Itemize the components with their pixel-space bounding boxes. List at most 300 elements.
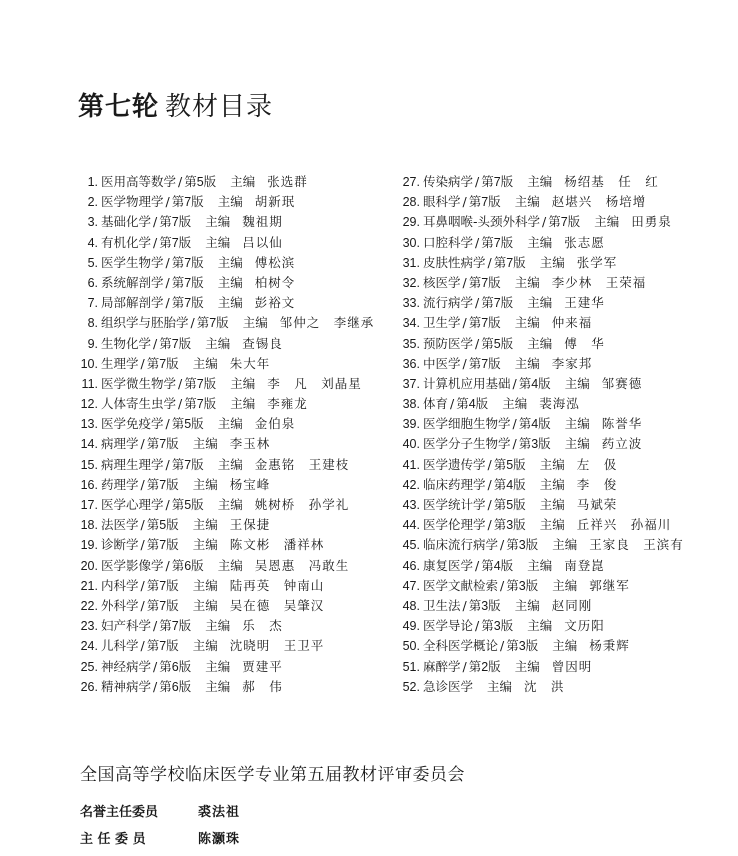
entry-role: 主编 xyxy=(539,497,565,512)
entry-number: 4. xyxy=(87,235,98,250)
entry-number: 32. xyxy=(402,275,420,290)
entry-number: 34. xyxy=(402,316,420,331)
entry-number: 9. xyxy=(87,336,98,351)
entry-title: 卫生法 xyxy=(423,597,461,613)
entry-edition: 第4版 xyxy=(481,558,514,573)
textbook-list-left xyxy=(80,172,374,697)
entry-separator: / xyxy=(475,335,480,351)
entry-edition: 第6版 xyxy=(171,558,204,573)
entry-editors: 南登崑 xyxy=(564,557,605,573)
entry-separator: / xyxy=(500,638,505,654)
entry-edition: 第7版 xyxy=(146,538,179,553)
textbook-entry xyxy=(400,334,684,354)
entry-number: 22. xyxy=(80,598,98,613)
entry-role: 主编 xyxy=(552,537,578,553)
textbook-entry xyxy=(400,535,684,555)
entry-separator: / xyxy=(140,577,145,593)
entry-number: 40. xyxy=(402,437,420,452)
entry-editors: 吴在德 吴肇汉 xyxy=(229,597,325,613)
entry-number: 8. xyxy=(87,316,98,331)
member-name: 裘法祖 xyxy=(198,805,241,820)
textbook-entry xyxy=(400,212,684,232)
textbook-entry xyxy=(80,374,374,394)
entry-separator: / xyxy=(462,315,467,331)
entry-separator: / xyxy=(140,436,145,452)
entry-number: 2. xyxy=(87,195,98,210)
entry-separator: / xyxy=(140,517,145,533)
page-title-rest: 教材目录 xyxy=(165,92,274,122)
entry-edition: 第7版 xyxy=(468,195,501,210)
entry-editors: 马斌荣 xyxy=(576,497,618,512)
textbook-entry xyxy=(400,233,684,253)
entry-role: 主编 xyxy=(514,658,540,674)
entry-number: 48. xyxy=(402,598,420,613)
page-title xyxy=(78,86,273,123)
textbook-entry xyxy=(400,394,684,414)
entry-number: 47. xyxy=(402,578,420,593)
entry-number: 42. xyxy=(402,477,420,492)
entry-edition: 第5版 xyxy=(171,498,204,512)
entry-edition: 第7版 xyxy=(159,215,192,230)
entry-editors: 沈晓明 王卫平 xyxy=(229,638,325,654)
entry-role: 主编 xyxy=(527,335,553,351)
entry-title: 全科医学概论 xyxy=(423,638,499,654)
entry-title: 临床流行病学 xyxy=(423,537,499,553)
entry-edition: 第3版 xyxy=(468,598,501,613)
entry-number: 16. xyxy=(80,477,98,492)
entry-role: 主编 xyxy=(564,375,590,391)
textbook-entry xyxy=(80,313,374,333)
entry-title: 医学微生物学 xyxy=(101,375,177,391)
entry-separator: / xyxy=(487,517,492,533)
entry-title: 医学文献检索 xyxy=(423,577,499,593)
entry-title: 法医学 xyxy=(101,517,139,533)
entry-number: 46. xyxy=(402,558,420,573)
entry-number: 1. xyxy=(87,175,98,189)
entry-separator: / xyxy=(475,295,480,311)
textbook-entry xyxy=(80,394,374,414)
entry-role: 主编 xyxy=(230,375,256,391)
entry-role: 主编 xyxy=(552,577,578,593)
entry-role: 主编 xyxy=(217,254,243,270)
entry-title: 急诊医学 xyxy=(423,678,474,694)
textbook-entry xyxy=(80,576,374,596)
entry-title: 计算机应用基础 xyxy=(423,375,511,391)
entry-role: 主编 xyxy=(205,658,231,674)
textbook-entry xyxy=(400,192,684,212)
entry-number: 37. xyxy=(402,376,420,391)
entry-number: 43. xyxy=(402,498,420,512)
entry-number: 51. xyxy=(402,659,420,674)
entry-title: 系统解剖学 xyxy=(101,274,164,290)
textbook-entry xyxy=(80,616,374,636)
entry-edition: 第7版 xyxy=(159,336,192,351)
entry-title: 局部解剖学 xyxy=(101,295,164,311)
textbook-entry xyxy=(80,636,374,656)
entry-title: 药理学 xyxy=(101,476,139,492)
entry-separator: / xyxy=(140,638,145,654)
entry-title: 皮肤性病学 xyxy=(423,254,486,270)
entry-separator: / xyxy=(165,456,170,472)
entry-editors: 杨秉辉 xyxy=(589,638,630,654)
entry-role: 主编 xyxy=(192,517,218,533)
entry-edition: 第4版 xyxy=(493,477,526,492)
entry-edition: 第7版 xyxy=(171,255,204,270)
entry-role: 主编 xyxy=(594,214,620,230)
entry-title: 医学物理学 xyxy=(101,194,164,210)
entry-role: 主编 xyxy=(527,618,553,634)
entry-role: 主编 xyxy=(192,638,218,654)
entry-editors: 药立波 xyxy=(601,436,643,452)
entry-role: 主编 xyxy=(192,355,218,371)
entry-separator: / xyxy=(512,436,517,452)
entry-separator: / xyxy=(140,537,145,553)
entry-edition: 第7版 xyxy=(171,195,204,210)
entry-separator: / xyxy=(475,618,480,634)
entry-edition: 第4版 xyxy=(518,417,551,432)
entry-separator: / xyxy=(500,577,505,593)
entry-editors: 杨宝峰 xyxy=(229,476,271,492)
entry-role: 主编 xyxy=(205,618,231,634)
entry-edition: 第7版 xyxy=(481,235,514,250)
entry-title: 诊断学 xyxy=(101,537,139,553)
textbook-entry xyxy=(400,636,684,656)
entry-edition: 第7版 xyxy=(184,397,217,412)
entry-separator: / xyxy=(475,234,480,250)
textbook-entry xyxy=(400,374,684,394)
textbook-entry xyxy=(400,576,684,596)
entry-role: 主编 xyxy=(205,214,231,230)
entry-role: 主编 xyxy=(217,295,243,311)
entry-edition: 第7版 xyxy=(493,255,526,270)
entry-role: 主编 xyxy=(527,174,553,189)
entry-title: 神经病学 xyxy=(101,658,152,674)
entry-separator: / xyxy=(462,658,467,674)
entry-title: 医学遗传学 xyxy=(423,456,486,472)
textbook-entry xyxy=(80,334,374,354)
entry-separator: / xyxy=(462,355,467,371)
entry-title: 医学伦理学 xyxy=(423,517,486,533)
entry-number: 23. xyxy=(80,619,98,634)
entry-editors: 魏祖期 xyxy=(242,214,283,230)
entry-editors: 丘祥兴 孙福川 xyxy=(576,517,672,533)
entry-editors: 杨绍基 任 红 xyxy=(564,174,659,189)
entry-editors: 赵同刚 xyxy=(551,597,593,613)
entry-edition: 第7版 xyxy=(468,275,501,290)
entry-separator: / xyxy=(140,597,145,613)
entry-edition: 第7版 xyxy=(146,578,179,593)
entry-number: 30. xyxy=(402,235,420,250)
entry-number: 29. xyxy=(402,215,420,230)
entry-role: 主编 xyxy=(539,517,565,533)
entry-title: 康复医学 xyxy=(423,557,474,573)
entry-role: 主编 xyxy=(205,234,231,250)
entry-separator: / xyxy=(487,476,492,492)
entry-title: 医学生物学 xyxy=(101,254,164,270)
entry-edition: 第3版 xyxy=(493,518,526,533)
entry-editors: 李 俊 xyxy=(576,476,618,492)
textbook-entry xyxy=(80,192,374,212)
entry-title: 医学免疫学 xyxy=(101,416,164,432)
entry-separator: / xyxy=(500,537,505,553)
entry-edition: 第7版 xyxy=(159,619,192,634)
entry-number: 14. xyxy=(80,437,98,452)
entry-editors: 柏树令 xyxy=(254,274,296,290)
member-title: 主 任 委 员 xyxy=(80,832,146,847)
entry-role: 主编 xyxy=(527,295,553,311)
entry-separator: / xyxy=(178,375,183,391)
entry-editors: 胡新珉 xyxy=(254,194,296,210)
entry-role: 主编 xyxy=(242,315,268,331)
entry-number: 31. xyxy=(402,255,420,270)
entry-number: 20. xyxy=(80,558,98,573)
entry-number: 12. xyxy=(80,397,98,412)
entry-edition: 第7版 xyxy=(171,457,204,472)
entry-title: 麻醉学 xyxy=(423,658,461,674)
entry-number: 28. xyxy=(402,195,420,210)
entry-role: 主编 xyxy=(217,274,243,290)
textbook-entry xyxy=(80,475,374,495)
committee-member xyxy=(80,828,240,847)
entry-role: 主编 xyxy=(514,194,540,210)
entry-edition: 第5版 xyxy=(146,518,179,533)
entry-role: 主编 xyxy=(217,416,243,432)
entry-editors: 傅 华 xyxy=(564,335,605,351)
entry-number: 24. xyxy=(80,639,98,654)
entry-edition: 第5版 xyxy=(493,498,526,512)
entry-role: 主编 xyxy=(217,194,243,210)
page-title-main: 第七轮 xyxy=(78,92,160,122)
entry-separator: / xyxy=(462,274,467,290)
entry-editors: 邹赛德 xyxy=(601,375,643,391)
entry-edition: 第3版 xyxy=(481,619,514,634)
entry-title: 病理生理学 xyxy=(101,456,164,472)
entry-title: 妇产科学 xyxy=(101,618,152,634)
entry-edition: 第7版 xyxy=(481,296,514,311)
entry-edition: 第3版 xyxy=(506,538,539,553)
entry-number: 41. xyxy=(402,457,420,472)
entry-edition: 第2版 xyxy=(468,659,501,674)
entry-number: 10. xyxy=(80,356,98,371)
entry-number: 44. xyxy=(402,518,420,533)
entry-editors: 李 凡 刘晶星 xyxy=(267,375,362,391)
entry-role: 主编 xyxy=(192,597,218,613)
entry-edition: 第7版 xyxy=(184,376,217,391)
entry-role: 主编 xyxy=(230,396,256,412)
entry-role: 主编 xyxy=(217,557,243,573)
entry-editors: 贾建平 xyxy=(242,658,283,674)
entry-separator: / xyxy=(190,315,195,331)
entry-editors: 金惠铭 王建枝 xyxy=(254,456,350,472)
entry-separator: / xyxy=(542,214,547,230)
entry-editors: 傅松滨 xyxy=(254,254,296,270)
entry-title: 传染病学 xyxy=(423,174,474,189)
entry-number: 38. xyxy=(402,397,420,412)
entry-editors: 李雍龙 xyxy=(267,396,308,412)
entry-role: 主编 xyxy=(539,456,565,472)
entry-number: 7. xyxy=(87,296,98,311)
entry-editors: 郝 伟 xyxy=(242,678,283,694)
entry-separator: / xyxy=(165,274,170,290)
entry-separator: / xyxy=(165,295,170,311)
committee-title: 全国高等学校临床医学专业第五届教材评审委员会 xyxy=(80,765,465,785)
entry-separator: / xyxy=(178,396,183,412)
entry-title: 医学影像学 xyxy=(101,557,164,573)
textbook-entry xyxy=(400,495,684,515)
textbook-entry xyxy=(80,414,374,434)
textbook-entry xyxy=(400,313,684,333)
entry-title: 卫生学 xyxy=(423,315,461,331)
textbook-entry xyxy=(400,596,684,616)
entry-edition: 第6版 xyxy=(159,659,192,674)
entry-title: 流行病学 xyxy=(423,295,474,311)
entry-edition: 第4版 xyxy=(518,376,551,391)
entry-separator: / xyxy=(153,214,158,230)
textbook-entry xyxy=(400,354,684,374)
textbook-entry xyxy=(80,434,374,454)
member-name: 陈灏珠 xyxy=(198,832,241,847)
entry-title: 口腔科学 xyxy=(423,234,474,250)
entry-role: 主编 xyxy=(217,497,243,512)
entry-separator: / xyxy=(178,174,183,189)
textbook-entry xyxy=(80,212,374,232)
entry-separator: / xyxy=(165,416,170,432)
entry-number: 35. xyxy=(402,336,420,351)
entry-number: 15. xyxy=(80,457,98,472)
entry-edition: 第7版 xyxy=(548,215,581,230)
entry-role: 主编 xyxy=(527,557,553,573)
entry-editors: 王建华 xyxy=(564,295,605,311)
entry-editors: 田勇泉 xyxy=(631,214,672,230)
entry-separator: / xyxy=(153,335,158,351)
entry-separator: / xyxy=(462,194,467,210)
entry-editors: 曾因明 xyxy=(551,658,593,674)
entry-role: 主编 xyxy=(192,537,218,553)
entry-title: 基础化学 xyxy=(101,214,152,230)
entry-number: 11. xyxy=(81,376,98,391)
entry-role: 主编 xyxy=(539,254,565,270)
entry-edition: 第5版 xyxy=(184,175,217,189)
entry-editors: 陈誉华 xyxy=(601,416,643,432)
textbook-entry xyxy=(80,535,374,555)
textbook-entry xyxy=(400,434,684,454)
entry-title: 病理学 xyxy=(101,436,139,452)
entry-editors: 左 伋 xyxy=(576,456,618,472)
entry-separator: / xyxy=(165,497,170,512)
entry-separator: / xyxy=(487,456,492,472)
entry-separator: / xyxy=(512,375,517,391)
entry-role: 主编 xyxy=(552,638,578,654)
entry-title: 人体寄生虫学 xyxy=(101,396,177,412)
entry-edition: 第7版 xyxy=(196,316,229,331)
entry-editors: 李家邦 xyxy=(551,355,593,371)
entry-number: 27. xyxy=(402,175,420,189)
entry-editors: 邹仲之 李继承 xyxy=(279,315,375,331)
entry-number: 25. xyxy=(80,659,98,674)
textbook-entry xyxy=(80,596,374,616)
entry-edition: 第5版 xyxy=(493,457,526,472)
entry-edition: 第7版 xyxy=(146,437,179,452)
entry-separator: / xyxy=(450,396,455,412)
entry-role: 主编 xyxy=(539,476,565,492)
textbook-entry xyxy=(80,556,374,576)
entry-role: 主编 xyxy=(514,315,540,331)
entry-role: 主编 xyxy=(514,355,540,371)
entry-editors: 陈文彬 潘祥林 xyxy=(229,537,325,553)
entry-number: 17. xyxy=(80,498,98,512)
entry-editors: 文历阳 xyxy=(564,618,605,634)
entry-separator: / xyxy=(153,234,158,250)
entry-title: 医学心理学 xyxy=(101,497,164,512)
entry-title: 组织学与胚胎学 xyxy=(101,315,189,331)
entry-number: 6. xyxy=(87,275,98,290)
entry-separator: / xyxy=(475,174,480,189)
entry-separator: / xyxy=(512,416,517,432)
entry-edition: 第6版 xyxy=(159,679,192,694)
entry-number: 13. xyxy=(80,417,98,432)
entry-separator: / xyxy=(165,557,170,573)
entry-role: 主编 xyxy=(192,577,218,593)
entry-title: 中医学 xyxy=(423,355,461,371)
entry-role: 主编 xyxy=(205,678,231,694)
entry-edition: 第3版 xyxy=(518,437,551,452)
entry-edition: 第5版 xyxy=(171,417,204,432)
entry-title: 医学细胞生物学 xyxy=(423,416,511,432)
entry-number: 33. xyxy=(402,296,420,311)
entry-title: 眼科学 xyxy=(423,194,461,210)
entry-title: 医学导论 xyxy=(423,618,474,634)
entry-editors: 仲来福 xyxy=(551,315,593,331)
textbook-entry xyxy=(400,172,684,192)
entry-editors: 吴恩惠 冯敢生 xyxy=(254,557,350,573)
entry-edition: 第3版 xyxy=(506,639,539,654)
textbook-entry xyxy=(400,475,684,495)
entry-edition: 第7版 xyxy=(146,477,179,492)
entry-edition: 第7版 xyxy=(468,356,501,371)
entry-editors: 裴海泓 xyxy=(539,396,580,412)
entry-title: 体育 xyxy=(423,396,449,412)
entry-separator: / xyxy=(462,597,467,613)
entry-editors: 金伯泉 xyxy=(254,416,296,432)
entry-role: 主编 xyxy=(487,678,513,694)
entry-edition: 第7版 xyxy=(146,356,179,371)
entry-editors: 张选群 xyxy=(267,174,308,189)
member-title: 名誉主任委员 xyxy=(80,805,159,820)
entry-edition: 第7版 xyxy=(481,175,514,189)
textbook-entry xyxy=(400,273,684,293)
entry-role: 主编 xyxy=(217,456,243,472)
entry-separator: / xyxy=(140,476,145,492)
textbook-entry xyxy=(400,414,684,434)
entry-editors: 沈 洪 xyxy=(524,678,565,694)
entry-editors: 姚树桥 孙学礼 xyxy=(254,497,350,512)
entry-title: 内科学 xyxy=(101,577,139,593)
entry-edition: 第7版 xyxy=(468,316,501,331)
entry-role: 主编 xyxy=(514,274,540,290)
entry-editors: 朱大年 xyxy=(229,355,271,371)
entry-role: 主编 xyxy=(564,416,590,432)
entry-role: 主编 xyxy=(527,234,553,250)
textbook-entry xyxy=(400,616,684,636)
entry-number: 52. xyxy=(402,679,420,694)
textbook-entry xyxy=(80,495,374,515)
textbook-entry xyxy=(80,455,374,475)
entry-title: 临床药理学 xyxy=(423,476,486,492)
entry-number: 3. xyxy=(87,215,98,230)
entry-number: 26. xyxy=(80,679,98,694)
entry-title: 生理学 xyxy=(101,355,139,371)
entry-separator: / xyxy=(140,355,145,371)
